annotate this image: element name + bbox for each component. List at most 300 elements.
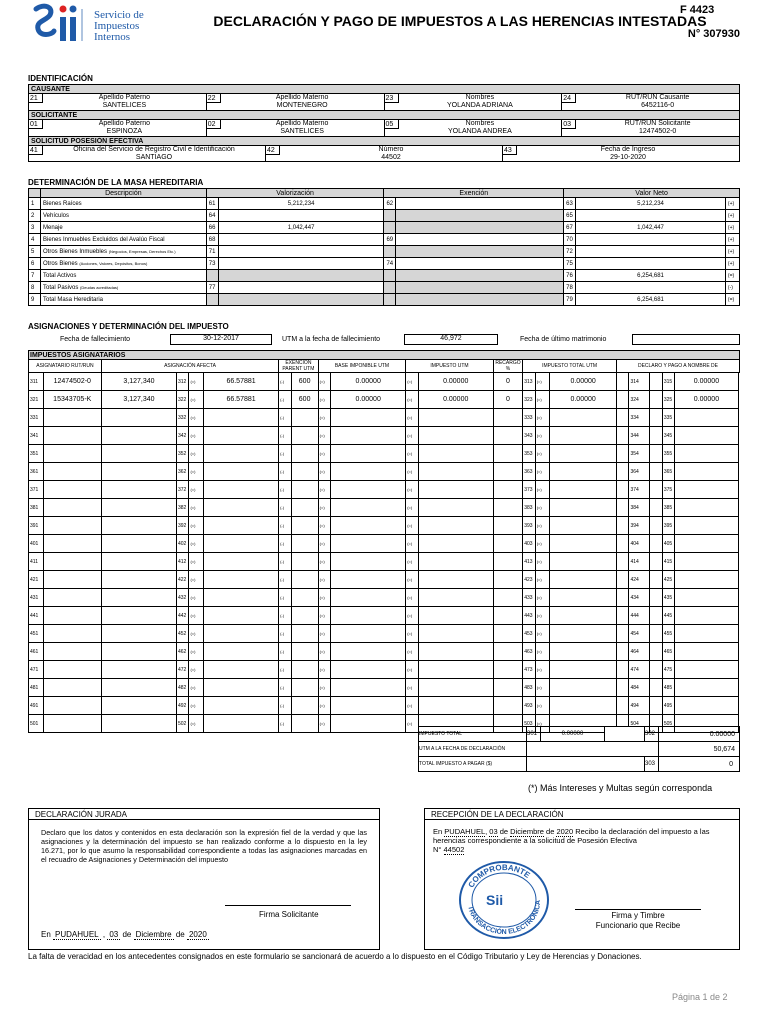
field-value[interactable]: YOLANDA ADRIANA — [447, 102, 513, 109]
exencion-field[interactable] — [396, 246, 564, 258]
pesos-field[interactable] — [101, 679, 176, 697]
code-1: 66 — [206, 222, 218, 234]
row-number: 9 — [29, 294, 41, 306]
valor-field[interactable]: 5,212,234 — [218, 198, 384, 210]
field-content[interactable] — [399, 94, 562, 110]
base-field[interactable]: 0.00000 — [331, 391, 406, 409]
exe-field[interactable] — [291, 553, 318, 571]
code-4: 334 — [629, 409, 650, 427]
row-code: 471 — [29, 661, 44, 679]
rut-field[interactable] — [43, 571, 101, 589]
field-label: Apellido Paterno — [98, 120, 151, 127]
code-2: 492 — [176, 697, 189, 715]
rut-field[interactable] — [43, 589, 101, 607]
rec-field[interactable] — [493, 661, 522, 679]
base-field[interactable] — [331, 625, 406, 643]
rec-field[interactable] — [493, 697, 522, 715]
pesos-field[interactable] — [101, 643, 176, 661]
code-5: 505 — [662, 715, 674, 733]
imp-field[interactable] — [418, 535, 493, 553]
pesos-field[interactable] — [101, 535, 176, 553]
rec-field[interactable] — [493, 607, 522, 625]
imp-field[interactable] — [418, 607, 493, 625]
pesos-field[interactable] — [101, 607, 176, 625]
utm-field[interactable] — [204, 715, 279, 733]
declaro-field[interactable]: 0.00000 — [674, 373, 739, 391]
utm-field[interactable] — [204, 499, 279, 517]
imp-field[interactable] — [418, 589, 493, 607]
base-field[interactable] — [331, 481, 406, 499]
neto-field[interactable]: 1,042,447 — [576, 222, 726, 234]
utm-field[interactable] — [204, 607, 279, 625]
declaro-field[interactable] — [674, 661, 739, 679]
utm-field[interactable] — [204, 625, 279, 643]
rec-n-value[interactable]: 44502 — [443, 845, 465, 854]
row-code: 361 — [29, 463, 44, 481]
utm-field[interactable] — [204, 679, 279, 697]
declaro-field[interactable] — [674, 481, 739, 499]
total-field[interactable] — [550, 625, 617, 643]
declaro-field[interactable] — [674, 643, 739, 661]
base-field[interactable] — [331, 463, 406, 481]
utm-field[interactable] — [204, 427, 279, 445]
row-desc: Otros Bienes (Acciones, Valores, Depósitos, Bonos) — [40, 258, 206, 270]
code-3: 63 — [564, 198, 576, 210]
exencion-field[interactable] — [396, 282, 564, 294]
exe-field[interactable] — [291, 427, 318, 445]
asig-row: 361 362 (=) (-) (=) (=) 363 (=) 364 365 — [29, 463, 740, 481]
imp-total-value2[interactable]: 0.00000 — [659, 727, 740, 742]
masa-row — [29, 198, 740, 210]
exe-field[interactable]: 600 — [291, 391, 318, 409]
field-label: Oficina del Servicio de Registro Civil e Identificación — [73, 146, 235, 153]
total-field[interactable]: 0.00000 — [550, 373, 617, 391]
utm-decl-value[interactable]: 50,674 — [659, 742, 740, 757]
total-field[interactable] — [550, 481, 617, 499]
exe-field[interactable] — [291, 517, 318, 535]
base-field[interactable] — [331, 643, 406, 661]
row-desc: Total Pasivos (Deudas acreditadas) — [40, 282, 206, 294]
total-field[interactable] — [550, 427, 617, 445]
imp-field[interactable] — [418, 697, 493, 715]
rut-field[interactable] — [43, 679, 101, 697]
total-field[interactable] — [550, 643, 617, 661]
pesos-field[interactable]: 3,127,340 — [101, 373, 176, 391]
row-code: 421 — [29, 571, 44, 589]
imp-field[interactable] — [418, 643, 493, 661]
posesion-cell — [266, 146, 503, 161]
rec-field[interactable] — [493, 643, 522, 661]
field-value[interactable]: SANTELICES — [102, 102, 147, 109]
rec-field[interactable]: 0 — [493, 391, 522, 409]
field-value[interactable]: ESPINOZA — [106, 128, 143, 135]
rec-field[interactable] — [493, 499, 522, 517]
exe-field[interactable] — [291, 445, 318, 463]
rec-field[interactable]: 0 — [493, 373, 522, 391]
total-pagar-value[interactable]: 0 — [659, 757, 740, 772]
valor-field[interactable] — [218, 258, 384, 270]
exe-field[interactable] — [291, 643, 318, 661]
rut-field[interactable] — [43, 715, 101, 733]
imp-field[interactable] — [418, 553, 493, 571]
base-field[interactable] — [331, 661, 406, 679]
exencion-field[interactable] — [396, 210, 564, 222]
pesos-field[interactable] — [101, 409, 176, 427]
imp-field[interactable] — [418, 481, 493, 499]
rec-field[interactable] — [493, 517, 522, 535]
imp-total-value[interactable]: 0.00000 — [541, 727, 605, 742]
valor-field[interactable] — [218, 210, 384, 222]
posesion-row — [28, 145, 740, 162]
field-label: Apellido Materno — [275, 120, 329, 127]
pesos-field[interactable] — [101, 571, 176, 589]
field-code: 03 — [562, 120, 576, 129]
declaro-field[interactable] — [674, 535, 739, 553]
fecha-fall-label: Fecha de fallecimiento — [60, 336, 131, 343]
imp-field[interactable] — [418, 679, 493, 697]
pesos-field[interactable] — [101, 481, 176, 499]
neto-field[interactable] — [576, 210, 726, 222]
neto-field[interactable]: 6,254,681 — [576, 270, 726, 282]
base-field[interactable] — [331, 607, 406, 625]
imp-field[interactable] — [418, 409, 493, 427]
utm-field[interactable]: 66.57881 — [204, 391, 279, 409]
rec-field[interactable] — [493, 625, 522, 643]
exencion-field[interactable] — [396, 258, 564, 270]
valor-field[interactable]: 1,042,447 — [218, 222, 384, 234]
rut-field[interactable] — [43, 499, 101, 517]
base-field[interactable] — [331, 697, 406, 715]
asig-row: 461 462 (=) (-) (=) (=) 463 (=) 464 465 — [29, 643, 740, 661]
total-field[interactable] — [550, 499, 617, 517]
pesos-field[interactable] — [101, 427, 176, 445]
stamp-sii-text: Sii — [486, 892, 504, 908]
valor-field[interactable] — [218, 294, 384, 306]
field-content[interactable] — [43, 146, 265, 161]
exe-field[interactable] — [291, 481, 318, 499]
field-value[interactable]: 12474502-0 — [638, 128, 677, 135]
exe-field[interactable] — [291, 499, 318, 517]
code-5: 385 — [662, 499, 674, 517]
utm-field[interactable] — [204, 409, 279, 427]
field-label: Número — [378, 146, 404, 153]
field-value[interactable]: 6452116-0 — [641, 102, 675, 109]
base-field[interactable] — [331, 427, 406, 445]
code-1: 61 — [206, 198, 218, 210]
declaro-field[interactable] — [674, 463, 739, 481]
pesos-field[interactable] — [101, 589, 176, 607]
rec-field[interactable] — [493, 553, 522, 571]
total-field[interactable] — [550, 553, 617, 571]
neto-field[interactable] — [576, 258, 726, 270]
utm-field[interactable] — [204, 643, 279, 661]
exencion-field[interactable] — [396, 198, 564, 210]
rut-field[interactable] — [43, 625, 101, 643]
exe-field[interactable] — [291, 463, 318, 481]
exe-field[interactable] — [291, 571, 318, 589]
imp-field[interactable] — [418, 427, 493, 445]
pesos-field[interactable] — [101, 463, 176, 481]
field-value[interactable]: 44502 — [381, 154, 401, 161]
field-content[interactable] — [280, 146, 502, 161]
field-content[interactable] — [576, 120, 739, 136]
field-content[interactable] — [399, 120, 562, 136]
masa-row — [29, 282, 740, 294]
base-field[interactable] — [331, 535, 406, 553]
total-field[interactable] — [550, 661, 617, 679]
rec-field[interactable] — [493, 463, 522, 481]
total-field[interactable]: 0.00000 — [550, 391, 617, 409]
base-field[interactable] — [331, 499, 406, 517]
base-field[interactable] — [331, 409, 406, 427]
exe-field[interactable] — [291, 697, 318, 715]
rut-field[interactable] — [43, 463, 101, 481]
rut-field[interactable] — [43, 607, 101, 625]
code-3: 433 — [523, 589, 536, 607]
total-field[interactable] — [550, 535, 617, 553]
field-content[interactable] — [221, 120, 384, 136]
total-field[interactable] — [550, 607, 617, 625]
asig-row: 371 372 (=) (-) (=) (=) 373 (=) 374 375 — [29, 481, 740, 499]
imp-field[interactable] — [418, 463, 493, 481]
code-4: 374 — [629, 481, 650, 499]
declaro-field[interactable] — [674, 499, 739, 517]
field-content[interactable] — [576, 94, 739, 110]
rut-field[interactable] — [43, 445, 101, 463]
utm-decl-label: UTM A LA FECHA DE DECLARACIÓN — [419, 742, 527, 757]
field-value[interactable]: SANTIAGO — [135, 154, 173, 161]
field-content[interactable] — [43, 120, 206, 136]
mes-field[interactable]: Diciembre — [135, 930, 172, 939]
valor-field[interactable] — [218, 234, 384, 246]
imp-field[interactable] — [418, 661, 493, 679]
utm-field[interactable] — [204, 535, 279, 553]
rec-field[interactable] — [493, 535, 522, 553]
neto-field[interactable] — [576, 234, 726, 246]
row-code: 351 — [29, 445, 44, 463]
declaro-field[interactable] — [674, 607, 739, 625]
valor-field[interactable] — [218, 270, 384, 282]
rut-field[interactable] — [43, 643, 101, 661]
utm-field[interactable] — [204, 589, 279, 607]
pesos-field[interactable] — [101, 517, 176, 535]
row-code: 451 — [29, 625, 44, 643]
rec-field[interactable] — [493, 445, 522, 463]
rec-text: Recibo la declaración del impuesto a las herencias correspondiente a la solicitud de Posesión Efectiva — [433, 827, 710, 845]
row-code: 431 — [29, 589, 44, 607]
rut-field[interactable]: 15343705-K — [43, 391, 101, 409]
neto-field[interactable]: 6,254,681 — [576, 294, 726, 306]
total-field[interactable] — [550, 589, 617, 607]
code-4: 324 — [629, 391, 650, 409]
base-field[interactable] — [331, 553, 406, 571]
field-code: 05 — [385, 120, 399, 129]
utm-field[interactable] — [204, 661, 279, 679]
rut-field[interactable] — [43, 535, 101, 553]
rec-field[interactable] — [493, 589, 522, 607]
declaro-field[interactable] — [674, 445, 739, 463]
field-value[interactable]: YOLANDA ANDREA — [447, 128, 512, 135]
imp-field[interactable]: 0.00000 — [418, 373, 493, 391]
rut-field[interactable] — [43, 697, 101, 715]
code-4: 314 — [629, 373, 650, 391]
declaro-field[interactable] — [674, 697, 739, 715]
field-value[interactable]: 29-10-2020 — [610, 154, 646, 161]
declaro-field[interactable] — [674, 427, 739, 445]
pesos-field[interactable] — [101, 625, 176, 643]
imp-field[interactable] — [418, 499, 493, 517]
code-3: 483 — [523, 679, 536, 697]
declaro-field[interactable] — [674, 679, 739, 697]
utm-field[interactable] — [204, 571, 279, 589]
rut-field[interactable] — [43, 517, 101, 535]
pesos-field[interactable] — [101, 499, 176, 517]
pesos-field[interactable]: 3,127,340 — [101, 391, 176, 409]
pesos-field[interactable] — [101, 661, 176, 679]
rec-dia[interactable]: 03 — [489, 827, 498, 836]
utm-field[interactable] — [204, 445, 279, 463]
row-desc: Bienes Inmuebles Excluidos del Avalúo Fiscal — [40, 234, 206, 246]
utm-field[interactable] — [204, 517, 279, 535]
utm-field[interactable] — [204, 481, 279, 499]
field-content[interactable] — [517, 146, 739, 161]
matrimonio-field[interactable] — [632, 334, 740, 345]
rec-anio[interactable]: 2020 — [556, 827, 574, 836]
exencion-field[interactable] — [396, 222, 564, 234]
declaro-field[interactable] — [674, 409, 739, 427]
asig-row: 501 502 (=) (-) (=) (=) 503 (=) 504 505 — [29, 715, 740, 733]
utm-field[interactable]: 66.57881 — [204, 373, 279, 391]
utm-field[interactable] — [204, 463, 279, 481]
imp-field[interactable] — [418, 571, 493, 589]
asig-row: 421 422 (=) (-) (=) (=) 423 (=) 424 425 — [29, 571, 740, 589]
rut-field[interactable] — [43, 481, 101, 499]
utm-field[interactable]: 46,972 — [404, 334, 498, 345]
exe-field[interactable] — [291, 535, 318, 553]
total-field[interactable] — [550, 463, 617, 481]
code-3: 78 — [564, 282, 576, 294]
declaro-field[interactable] — [674, 571, 739, 589]
h-base: BASE IMPONIBLE UTM — [318, 360, 406, 373]
base-field[interactable] — [331, 589, 406, 607]
base-field[interactable] — [331, 679, 406, 697]
utm-field[interactable] — [204, 697, 279, 715]
declaro-field[interactable] — [674, 625, 739, 643]
fecha-fall-field[interactable]: 30-12-2017 — [170, 334, 272, 345]
valor-field[interactable] — [218, 282, 384, 294]
imp-field[interactable]: 0.00000 — [418, 391, 493, 409]
sign: (-) — [725, 282, 739, 294]
total-field[interactable] — [550, 697, 617, 715]
imp-total-label: IMPUESTO TOTAL — [419, 727, 527, 742]
pesos-field[interactable] — [101, 715, 176, 733]
exe-field[interactable] — [291, 661, 318, 679]
total-field[interactable] — [550, 679, 617, 697]
code-5: 405 — [662, 535, 674, 553]
rut-field[interactable] — [43, 427, 101, 445]
field-value[interactable]: SANTELICES — [280, 128, 324, 135]
exencion-field[interactable] — [396, 294, 564, 306]
exe-field[interactable] — [291, 679, 318, 697]
rut-field[interactable] — [43, 553, 101, 571]
rec-field[interactable] — [493, 409, 522, 427]
rut-field[interactable] — [43, 661, 101, 679]
utm-field[interactable] — [204, 553, 279, 571]
valor-field[interactable] — [218, 246, 384, 258]
pesos-field[interactable] — [101, 553, 176, 571]
firma-solicitante: Firma Solicitante — [259, 910, 319, 919]
field-value[interactable]: MONTENEGRO — [276, 102, 328, 109]
rec-field[interactable] — [493, 427, 522, 445]
exe-field[interactable] — [291, 607, 318, 625]
pesos-field[interactable] — [101, 697, 176, 715]
declaro-field[interactable] — [674, 517, 739, 535]
imp-field[interactable] — [418, 625, 493, 643]
row-number: 7 — [29, 270, 41, 282]
neto-field[interactable]: 5,212,234 — [576, 198, 726, 210]
exe-field[interactable] — [291, 715, 318, 733]
exe-field[interactable] — [291, 625, 318, 643]
anio-field[interactable]: 2020 — [188, 930, 207, 939]
imp-field[interactable] — [418, 445, 493, 463]
code-4: 364 — [629, 463, 650, 481]
rec-field[interactable] — [493, 679, 522, 697]
exe-field[interactable] — [291, 409, 318, 427]
code-5: 395 — [662, 517, 674, 535]
field-content[interactable] — [221, 94, 384, 110]
rec-field[interactable] — [493, 571, 522, 589]
dia-field[interactable]: 03 — [109, 930, 119, 939]
base-field[interactable]: 0.00000 — [331, 373, 406, 391]
neto-field[interactable] — [576, 282, 726, 294]
sign: (+) — [725, 234, 739, 246]
declaro-field[interactable] — [674, 553, 739, 571]
code-3: 333 — [523, 409, 536, 427]
exencion-field[interactable] — [396, 234, 564, 246]
total-field[interactable] — [550, 445, 617, 463]
total-field[interactable] — [550, 571, 617, 589]
rut-field[interactable] — [43, 409, 101, 427]
rec-field[interactable] — [493, 481, 522, 499]
utm-label: UTM a la fecha de fallecimiento — [282, 336, 381, 343]
code-5: 415 — [662, 553, 674, 571]
solicitante-bar: SOLICITANTE — [28, 110, 740, 119]
exe-field[interactable]: 600 — [291, 373, 318, 391]
rec-mes[interactable]: Diciembre — [510, 827, 544, 836]
neto-field[interactable] — [576, 246, 726, 258]
imp-field[interactable] — [418, 517, 493, 535]
total-field[interactable] — [550, 409, 617, 427]
base-field[interactable] — [331, 571, 406, 589]
field-code: 02 — [207, 120, 221, 129]
code-5: 355 — [662, 445, 674, 463]
total-field[interactable] — [550, 517, 617, 535]
exe-field[interactable] — [291, 589, 318, 607]
base-field[interactable] — [331, 517, 406, 535]
pesos-field[interactable] — [101, 445, 176, 463]
ident-title: IDENTIFICACIÓN — [28, 74, 93, 83]
base-field[interactable] — [331, 445, 406, 463]
declaro-field[interactable] — [674, 589, 739, 607]
declaro-field[interactable]: 0.00000 — [674, 391, 739, 409]
rec-lugar[interactable]: PUDAHUEL — [444, 827, 486, 836]
declaracion-title: DECLARACIÓN JURADA — [29, 809, 379, 820]
base-field[interactable] — [331, 715, 406, 733]
exencion-field[interactable] — [396, 270, 564, 282]
rut-field[interactable]: 12474502-0 — [43, 373, 101, 391]
lugar-field[interactable]: PUDAHUEL — [55, 930, 99, 939]
field-content[interactable] — [43, 94, 206, 110]
